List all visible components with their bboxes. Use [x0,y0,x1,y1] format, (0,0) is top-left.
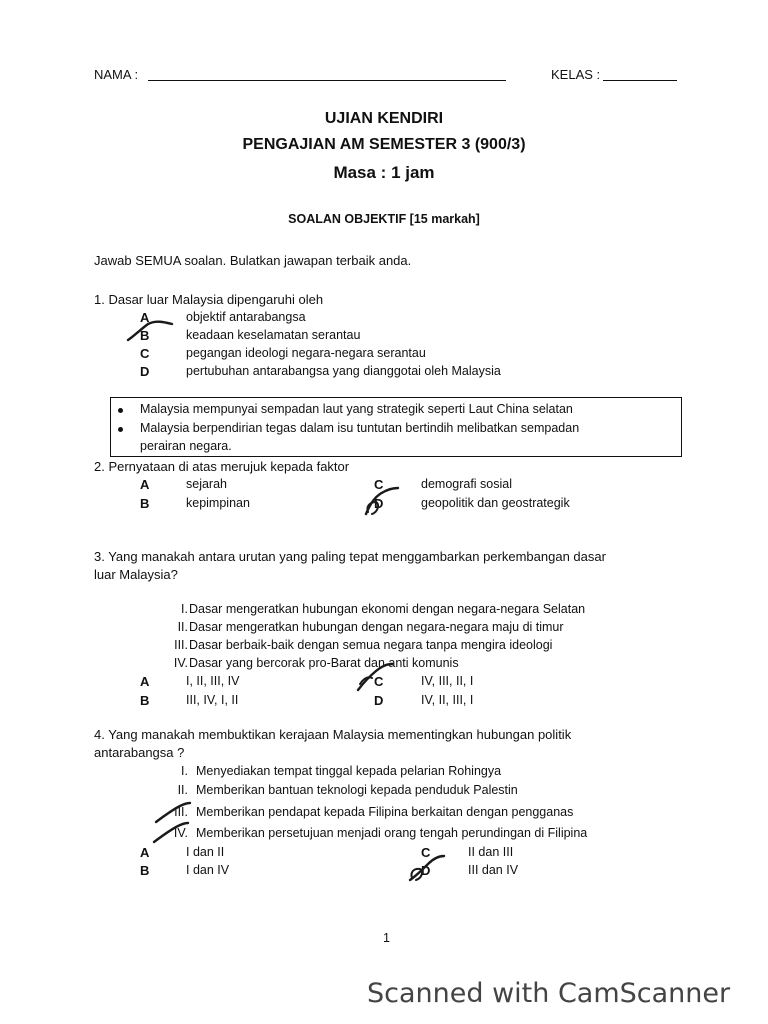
q4-item-text: Memberikan persetujuan menjadi orang tengah perundingan di Filipina [196,826,588,840]
q2-stem: 2. Pernyataan di atas merujuk kepada faktor [94,459,350,474]
q3-item-num: II. [177,620,188,634]
q4-item-num: III. [174,805,188,819]
q4-option-letter: B [140,863,150,878]
page-number: 1 [383,931,390,945]
q3-option-letter: D [374,693,384,708]
q1-stem: 1. Dasar luar Malaysia dipengaruhi oleh [94,292,324,307]
q4-stem: antarabangsa ? [94,745,185,760]
q3-item-text: Dasar yang bercorak pro-Barat dan anti komunis [189,656,459,670]
q1-option-text: objektif antarabangsa [186,310,306,324]
class-line [603,80,677,81]
instruction: Jawab SEMUA soalan. Bulatkan jawapan terbaik anda. [94,253,412,268]
q1-option-letter: B [140,328,150,343]
q3-stem: 3. Yang manakah antara urutan yang paling tepat menggambarkan perkembangan dasar [94,549,606,564]
q1-option-text: pegangan ideologi negara-negara serantau [186,346,426,360]
q3-option-text: I, II, III, IV [186,674,240,688]
class-label: KELAS : [551,67,601,82]
q4-option-text: I dan II [186,845,225,859]
q3-item-num: I. [181,602,188,616]
q3-item-num: IV. [173,656,188,670]
q2-option-text: sejarah [186,477,227,491]
q2-option-text: geopolitik dan geostrategik [421,496,570,510]
bullet-icon [118,408,123,413]
q1-option-letter: C [140,346,150,361]
q3-option-letter: B [140,693,150,708]
q3-stem: luar Malaysia? [94,567,178,582]
q1-option-text: keadaan keselamatan serantau [186,328,361,342]
q2-option-text: kepimpinan [186,496,250,510]
q4-item-text: Menyediakan tempat tinggal kepada pelarian Rohingya [196,764,502,778]
q4-item-num: II. [177,783,188,797]
statement-line: Malaysia berpendirian tegas dalam isu tuntutan bertindih melibatkan sempadan [140,421,580,435]
statement-line: perairan negara. [140,439,232,453]
q3-option-letter: A [140,674,150,689]
q1-option-text: pertubuhan antarabangsa yang dianggotai oleh Malaysia [186,364,501,378]
q3-option-text: III, IV, I, II [186,693,239,707]
q2-option-letter: D [374,496,384,511]
q3-item-num: III. [174,638,188,652]
q4-option-letter: C [421,845,431,860]
q4-item-num: IV. [173,826,188,840]
q4-option-letter: D [421,863,431,878]
q2-option-text: demografi sosial [421,477,513,491]
exam-title: UJIAN KENDIRI [324,110,444,127]
q2-option-letter: A [140,477,150,492]
section-heading: SOALAN OBJEKTIF [15 markah] [288,212,480,226]
q3-option-text: IV, III, II, I [421,674,474,688]
camscanner-watermark: Scanned with CamScanner [367,978,731,1009]
q4-option-text: II dan III [468,845,514,859]
q2-option-letter: B [140,496,150,511]
answer-tick-mark [126,318,174,346]
statement-line: Malaysia mempunyai sempadan laut yang strategik seperti Laut China selatan [140,402,573,416]
q4-item-text: Memberikan pendapat kepada Filipina berkaitan dengan pengganas [196,805,574,819]
q3-option-letter: C [374,674,384,689]
q4-item-text: Memberikan bantuan teknologi kepada penduduk Palestin [196,783,518,797]
q4-option-text: I dan IV [186,863,230,877]
q1-option-letter: A [140,310,150,325]
exam-subject: PENGAJIAN AM SEMESTER 3 (900/3) [242,136,526,153]
exam-duration: Masa : 1 jam [333,163,435,182]
q4-item-num: I. [181,764,188,778]
name-label: NAMA : [94,67,139,82]
bullet-icon [118,427,123,432]
q1-option-letter: D [140,364,150,379]
q4-stem: 4. Yang manakah membuktikan kerajaan Malaysia mementingkan hubungan politik [94,727,572,742]
q2-option-letter: C [374,477,384,492]
q3-item-text: Dasar mengeratkan hubungan ekonomi dengan negara-negara Selatan [189,602,586,616]
q3-item-text: Dasar berbaik-baik dengan semua negara tanpa mengira ideologi [189,638,553,652]
name-line [148,80,506,81]
q4-option-letter: A [140,845,150,860]
q4-option-text: III dan IV [468,863,519,877]
q3-item-text: Dasar mengeratkan hubungan dengan negara-negara maju di timur [189,620,564,634]
q3-option-text: IV, II, III, I [421,693,474,707]
